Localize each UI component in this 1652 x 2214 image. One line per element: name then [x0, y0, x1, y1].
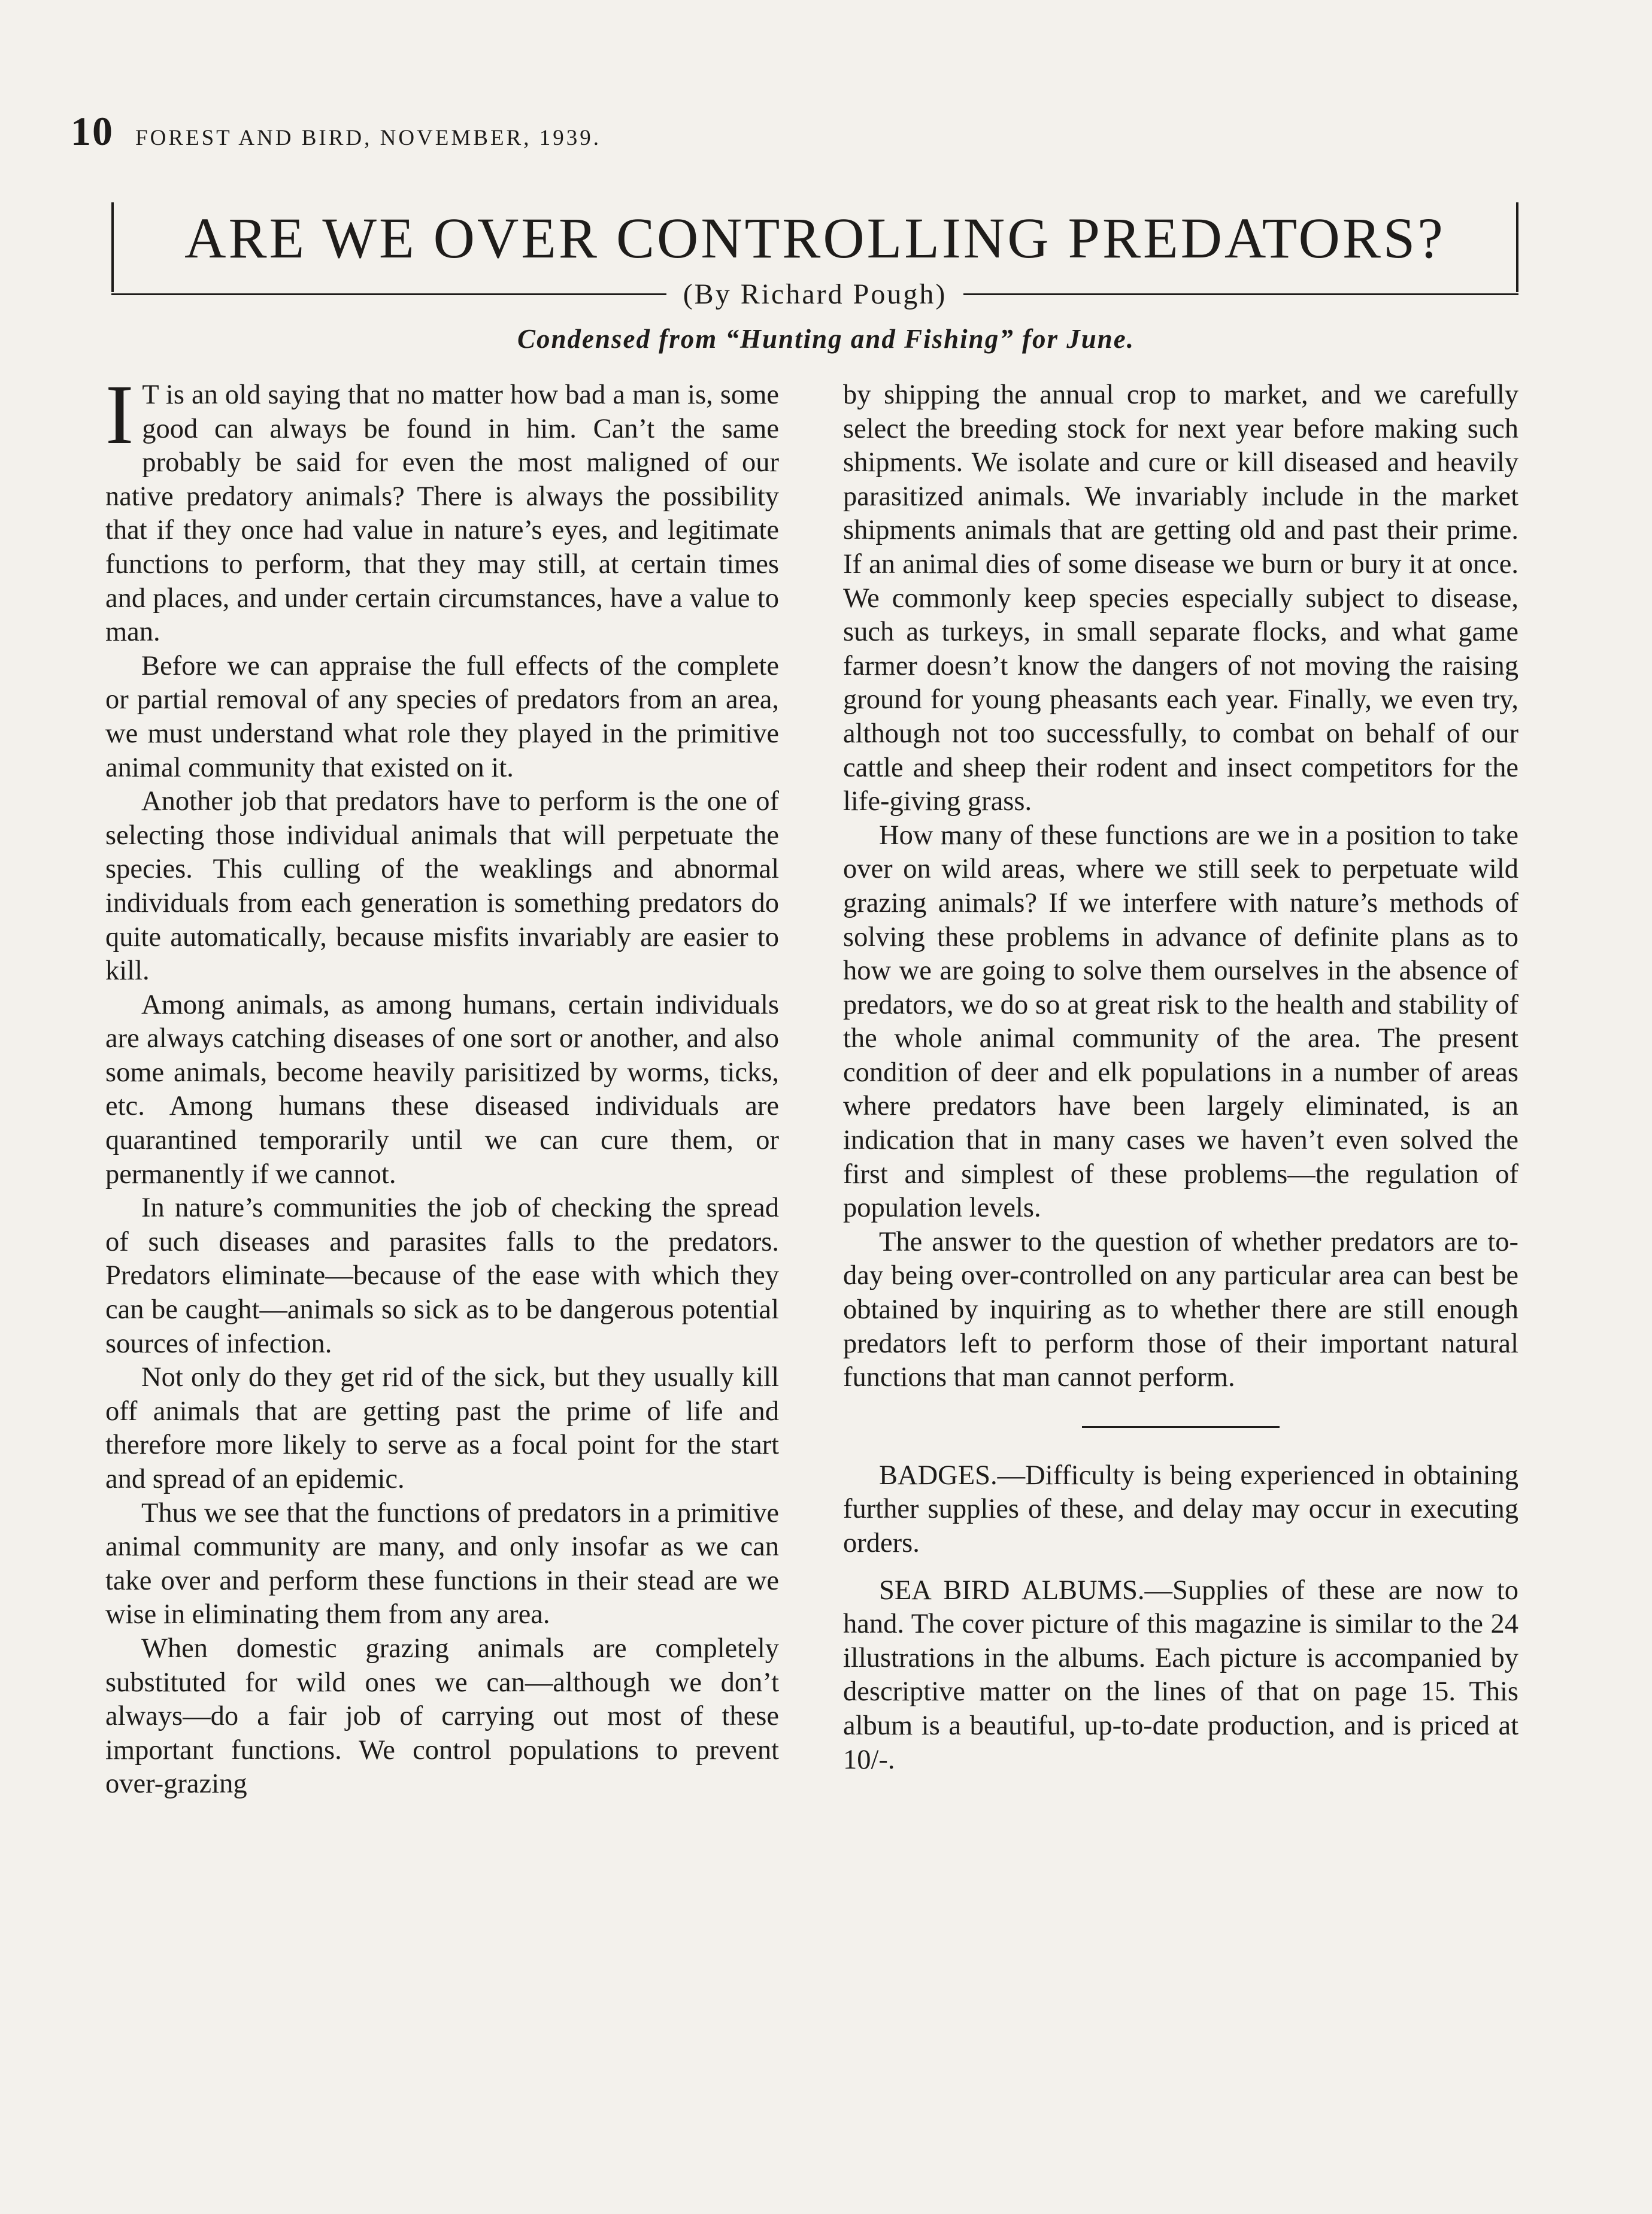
- source-line: Condensed from “Hunting and Fishing” for June.: [517, 324, 1135, 354]
- notice-text: —Difficulty is being experienced in obtaining further supplies of these, and delay may occur in executing orders.: [843, 1460, 1518, 1558]
- drop-cap: I: [105, 367, 134, 462]
- paragraph: The answer to the question of whether predators are to-day being over-controlled on any particular area can best be obtained by inquiring as to whether there are still enough predators left to perform those of their important natural functions that man cannot perform.: [843, 1226, 1518, 1393]
- paragraph: Among animals, as among humans, certain individuals are always catching diseases of one sort or another, and also some animals, become heavily parisitized by worms, ticks, etc. Among humans these diseased individuals are quarantined temporarily until we can cure them, or permanently if we cannot.: [105, 989, 779, 1190]
- notice-text: —Supplies of these are now to hand. The cover picture of this magazine is similar to the 24 illustrations in the albums. Each picture is accompanied by descriptive matter on the lines of that on page 15. This album is a beautiful, up-to-date production, and is priced at 10/-.: [843, 1575, 1518, 1775]
- right-column: [843, 378, 1518, 1777]
- paragraph: When domestic grazing animals are completely substituted for wild ones we can—although we don’t always—do a fair job of carrying out most of these important functions. We control populations to prevent over-grazing: [105, 1633, 779, 1800]
- publication-line: FOREST AND BIRD, NOVEMBER, 1939.: [135, 126, 601, 150]
- paragraph: Thus we see that the functions of predators in a primitive animal community are many, and only insofar as we can take over and perform these functions in their stead are we wise in eliminating them from any area.: [105, 1497, 779, 1630]
- notice-heading: SEA BIRD ALBUMS.: [879, 1575, 1145, 1606]
- paragraph: Not only do they get rid of the sick, but they usually kill off animals that are getting past the prime of life and therefore more likely to serve as a focal point for the start and spread of an epidemic.: [105, 1362, 779, 1494]
- paragraph: Another job that predators have to perform is the one of selecting those individual animals that will perpetuate the species. This culling of the weaklings and abnormal individuals from each generation is something predators do quite automatically, because misfits invariably are easier to kill.: [105, 786, 779, 987]
- running-header: [71, 108, 601, 155]
- byline: (By Richard Pough): [683, 278, 947, 310]
- notice-heading: BADGES.: [879, 1460, 998, 1491]
- byline-row: [111, 273, 1518, 315]
- left-column: [105, 367, 779, 1801]
- continued-paragraph: by shipping the annual crop to market, and we carefully select the breeding stock for next year before making such shipments. We isolate and cure or kill diseased and heavily parasitized animals. We invariably include in the market shipments animals that are getting old and past their prime. If an animal dies of some disease we burn or bury it at once. We commonly keep species especially subject to disease, such as turkeys, in small separate flocks, and what game farmer doesn’t know the dangers of not moving the raising ground for young pheasants each year. Finally, we even try, although not too successfully, to combat on behalf of our cattle and sheep their rodent and insect competitors for the life-giving grass.: [843, 380, 1518, 817]
- paragraph: Before we can appraise the full effects of the complete or partial removal of any species of predators from an area, we must understand what role they played in the primitive animal community that existed on it.: [105, 650, 779, 783]
- lead-text: T is an old saying that no matter how bad a man is, some good can always be found in him. Can’t the same probably be said for even the most maligned of our native predatory animals? There is always the possibility that if they once had value in nature’s eyes, and legitimate functions to perform, that they may still, at certain times and places, and under certain circumstances, have a value to man.: [105, 380, 779, 648]
- byline-rule-right: [963, 293, 1518, 295]
- notice-sea-bird-albums: [843, 1574, 1518, 1778]
- byline-rule-left: [111, 293, 666, 295]
- page-number: 10: [71, 108, 114, 154]
- paragraph: How many of these functions are we in a position to take over on wild areas, where we still seek to perpetuate wild grazing animals? If we interfere with nature’s methods of solving these problems in advance of definite plans as to how we are going to solve them ourselves in the absence of predators, we do so at great risk to the health and stability of the whole animal community of the area. The present condition of deer and elk populations in a number of areas where predators have been largely eliminated, is an indication that in many cases we haven’t even solved the first and simplest of these problems—the regulation of population levels.: [843, 820, 1518, 1224]
- paragraph: In nature’s communities the job of checking the spread of such diseases and parasites falls to the predators. Predators eliminate—because of the ease with which they can be caught—animals so sick as to be dangerous potential sources of infection.: [105, 1193, 779, 1359]
- article-title: ARE WE OVER CONTROLLING PREDATORS?: [184, 206, 1445, 270]
- lead-paragraph: [105, 367, 779, 650]
- section-separator: [1082, 1426, 1280, 1428]
- notice-badges: [843, 1459, 1518, 1561]
